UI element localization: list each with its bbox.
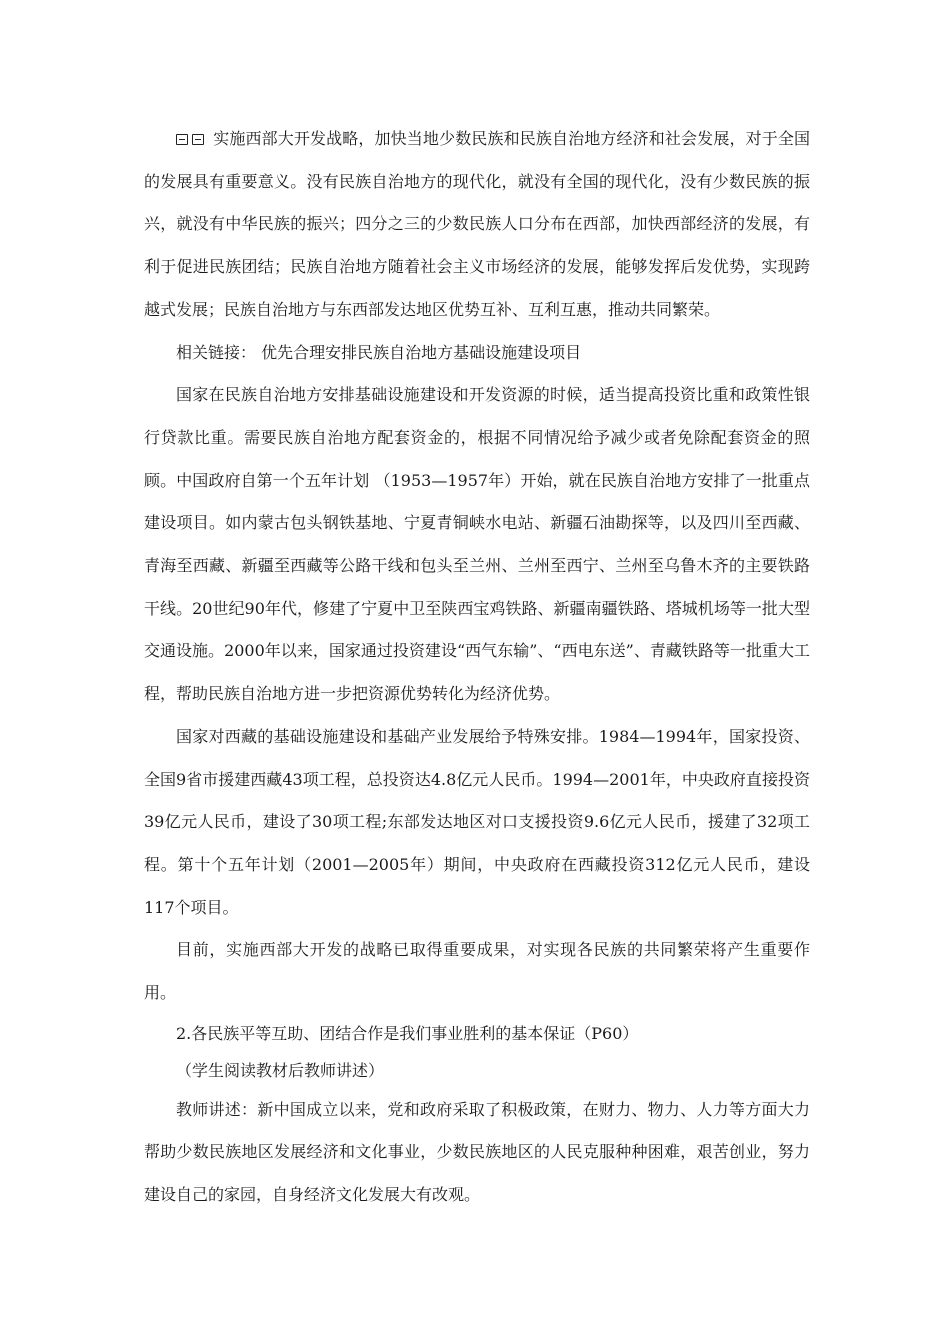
paragraph-achievements: 目前，实施西部大开发的战略已取得重要成果，对实现各民族的共同繁荣将产生重要作用。 [144,940,810,1003]
section-heading: 2.各民族平等互助、团结合作是我们事业胜利的基本保证（P60） [176,1023,639,1043]
paragraph-text: 实施西部大开发战略，加快当地少数民族和民族自治地方经济和社会发展，对于全国的发展具有重要意义。没有民族自治地方的现代化，就没有全国的现代化，没有少数民族的振兴，就没有中华民族的振兴；四分之三的少数民族人口分布在西部，加快西部经济的发展，有利于促进民族团结；民族自治地方随着社会主义市场经济的发展，能够发挥后发优势，实现跨越式发展；民族自治地方与东西部发达地区优势互补、互利互惠，推动共同繁荣。 [144,129,810,319]
note-student-reading: （学生阅读教材后教师讲述） [176,1060,385,1080]
paragraph-west-development [144,118,810,332]
placeholder-box-icon [176,134,188,145]
document-body [144,118,810,1217]
placeholder-box-icon [192,134,204,145]
paragraph-teacher-narration: 教师讲述：新中国成立以来，党和政府采取了积极政策，在财力、物力、人力等方面大力帮助少数民族地区发展经济和文化事业，少数民族地区的人民克服种种困难，艰苦创业，努力建设自己的家园，自身经济文化发展大有改观。 [144,1099,810,1205]
related-link-heading: 相关链接： 优先合理安排民族自治地方基础设施建设项目 [176,342,582,362]
paragraph-tibet: 国家对西藏的基础设施建设和基础产业发展给予特殊安排。1984—1994年，国家投资、全国9省市援建西藏43项工程，总投资达4.8亿元人民币。1994—2001年，中央政府直接投资39亿元人民币，建设了30项工程;东部发达地区对口支援投资9.6亿元人民币，援建了32项工程。第十个五年计划（2001—2005年）期间，中央政府在西藏投资312亿元人民币，建设117个项目。 [144,726,810,917]
paragraph-infrastructure: 国家在民族自治地方安排基础设施建设和开发资源的时候，适当提高投资比重和政策性银行贷款比重。需要民族自治地方配套资金的，根据不同情况给予减少或者免除配套资金的照顾。中国政府自第一个五年计划 （1953—1957年）开始，就在民族自治地方安排了一批重点建设项目。如内蒙古包头钢铁基地、宁夏青铜峡水电站、新疆石油勘探等，以及四川至西藏、青海至西藏、新疆至西藏等公路干线和包头至兰州、兰州至西宁、兰州至乌鲁木齐的主要铁路干线。20世纪90年代，修建了宁夏中卫至陕西宝鸡铁路、新疆南疆铁路、塔城机场等一批大型交通设施。2000年以来，国家通过投资建设“西气东输”、“西电东送”、青藏铁路等一批重大工程，帮助民族自治地方进一步把资源优势转化为经济优势。 [144,385,810,704]
